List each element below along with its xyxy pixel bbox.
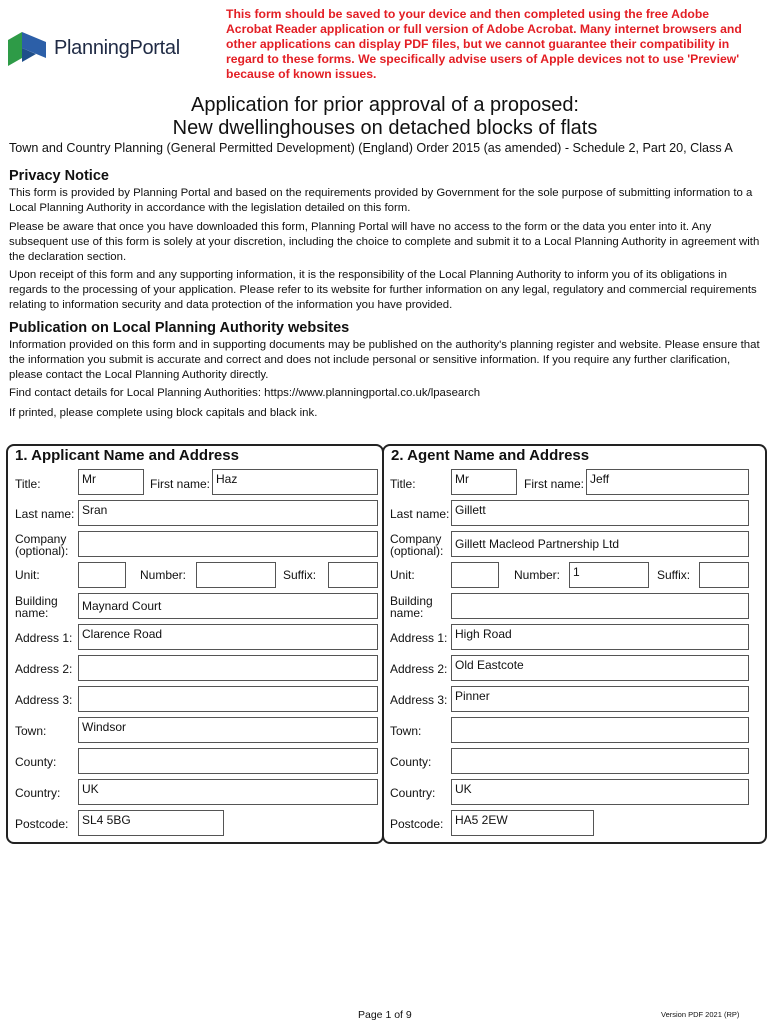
town-label: Town: (15, 724, 47, 738)
address2-label: Address 2: (390, 662, 448, 676)
first-name-label: First name: (524, 477, 585, 491)
title-label: Title: (390, 477, 416, 491)
postcode-label: Postcode: (390, 817, 444, 831)
applicant-town-field[interactable]: Windsor (78, 717, 378, 743)
agent-number-field[interactable]: 1 (569, 562, 649, 588)
agent-unit-field[interactable] (451, 562, 499, 588)
town-label: Town: (390, 724, 422, 738)
applicant-suffix-field[interactable] (328, 562, 378, 588)
agent-suffix-field[interactable] (699, 562, 749, 588)
address2-label: Address 2: (15, 662, 73, 676)
building-name-label: name: (390, 606, 424, 620)
agent-building-field[interactable] (451, 593, 749, 619)
unit-label: Unit: (390, 568, 415, 582)
address3-label: Address 3: (15, 693, 73, 707)
applicant-number-field[interactable] (196, 562, 276, 588)
planning-portal-logo (6, 28, 192, 70)
applicant-heading: 1. Applicant Name and Address (15, 447, 239, 464)
agent-title-field[interactable]: Mr (451, 469, 517, 495)
applicant-title-field[interactable]: Mr (78, 469, 144, 495)
agent-postcode-field[interactable]: HA5 2EW (451, 810, 594, 836)
agent-address3-field[interactable]: Pinner (451, 686, 749, 712)
compatibility-warning: This form should be saved to your device and then completed using the free Adobe Acrobat Reader application or full version of Adobe Acrobat. Many internet browsers and other applications can display PDF files, but we cannot guarantee their compatibility in regard to these forms. We specifically advise users of Apple devices not to use 'Preview' because of known issues. (226, 7, 742, 81)
number-label: Number: (514, 568, 561, 582)
agent-company-field[interactable]: Gillett Macleod Partnership Ltd (451, 531, 749, 557)
company-label: Company (390, 532, 442, 546)
agent-address1-field[interactable]: High Road (451, 624, 749, 650)
applicant-unit-field[interactable] (78, 562, 126, 588)
address1-label: Address 1: (15, 631, 73, 645)
agent-county-field[interactable] (451, 748, 749, 774)
page-title-line2: New dwellinghouses on detached blocks of flats (172, 117, 598, 139)
privacy-heading: Privacy Notice (9, 168, 109, 184)
applicant-address2-field[interactable] (78, 655, 378, 681)
publication-heading: Publication on Local Planning Authority websites (9, 320, 350, 336)
company-label: Company (15, 532, 67, 546)
last-name-label: Last name: (390, 507, 450, 521)
building-name-label: name: (15, 606, 49, 620)
first-name-label: First name: (150, 477, 211, 491)
address1-label: Address 1: (390, 631, 448, 645)
company-optional-label: (optional): (390, 544, 444, 558)
applicant-last-name-field[interactable]: Sran (78, 500, 378, 526)
planning-portal-logo-icon (6, 28, 50, 70)
applicant-building-field[interactable]: Maynard Court (78, 593, 378, 619)
address3-label: Address 3: (390, 693, 448, 707)
county-label: County: (390, 755, 432, 769)
privacy-paragraph-3: Upon receipt of this form and any supporting information, it is the responsibility of the Local Planning Authority to inform you of its obligations in regards to the processing of your application. Please refer to its website for further information on any legal, regulatory and commercial requirements relating to information security and data protection of the information you have provided. (9, 269, 757, 311)
page-number: Page 1 of 9 (358, 1009, 412, 1021)
applicant-address1-field[interactable]: Clarence Road (78, 624, 378, 650)
agent-town-field[interactable] (451, 717, 749, 743)
applicant-county-field[interactable] (78, 748, 378, 774)
applicant-panel (6, 444, 384, 844)
number-label: Number: (140, 568, 187, 582)
logo-text: PlanningPortal (54, 37, 180, 59)
version-label: Version PDF 2021 (RP) (661, 1010, 740, 1019)
country-label: Country: (390, 786, 436, 800)
county-label: County: (15, 755, 57, 769)
lpa-contact-link[interactable]: Find contact details for Local Planning Authorities: https://www.planningportal.co.uk/lpasearch (9, 387, 481, 399)
suffix-label: Suffix: (657, 568, 691, 582)
applicant-country-field[interactable]: UK (78, 779, 378, 805)
applicant-address3-field[interactable] (78, 686, 378, 712)
last-name-label: Last name: (15, 507, 75, 521)
unit-label: Unit: (15, 568, 40, 582)
print-instructions: If printed, please complete using block capitals and black ink. (9, 407, 318, 419)
agent-panel (382, 444, 767, 844)
applicant-first-name-field[interactable]: Haz (212, 469, 378, 495)
agent-heading: 2. Agent Name and Address (391, 447, 590, 464)
title-label: Title: (15, 477, 41, 491)
agent-address2-field[interactable]: Old Eastcote (451, 655, 749, 681)
applicant-company-field[interactable] (78, 531, 378, 557)
page-title-line1: Application for prior approval of a proposed: (190, 94, 579, 116)
country-label: Country: (15, 786, 61, 800)
agent-last-name-field[interactable]: Gillett (451, 500, 749, 526)
company-optional-label: (optional): (15, 544, 69, 558)
privacy-paragraph-1: This form is provided by Planning Portal and based on the requirements provided by Government for the sole purpose of submitting information to a Local Planning Authority in accordance with the legislation detailed on this form. (9, 187, 753, 214)
suffix-label: Suffix: (283, 568, 317, 582)
building-label: Building (15, 594, 58, 608)
agent-first-name-field[interactable]: Jeff (586, 469, 749, 495)
page-subtitle: Town and Country Planning (General Permitted Development) (England) Order 2015 (as amended) - Schedule 2, Part 20, Class A (9, 141, 733, 155)
postcode-label: Postcode: (15, 817, 69, 831)
publication-paragraph-1: Information provided on this form and in supporting documents may be published on the authority's planning register and website. Please ensure that the information you submit is accurate and correct and does not include personal or sensitive information. If you require any further clarification, please contact the Local Planning Authority directly. (9, 339, 760, 381)
privacy-paragraph-2: Please be aware that once you have downloaded this form, Planning Portal will have no access to the form or the data you enter into it. Any subsequent use of this form is solely at your discretion, including the choice to complete and submit it to a Local Planning Authority in agreement with the declaration section. (9, 221, 760, 263)
building-label: Building (390, 594, 433, 608)
applicant-postcode-field[interactable]: SL4 5BG (78, 810, 224, 836)
agent-country-field[interactable]: UK (451, 779, 749, 805)
